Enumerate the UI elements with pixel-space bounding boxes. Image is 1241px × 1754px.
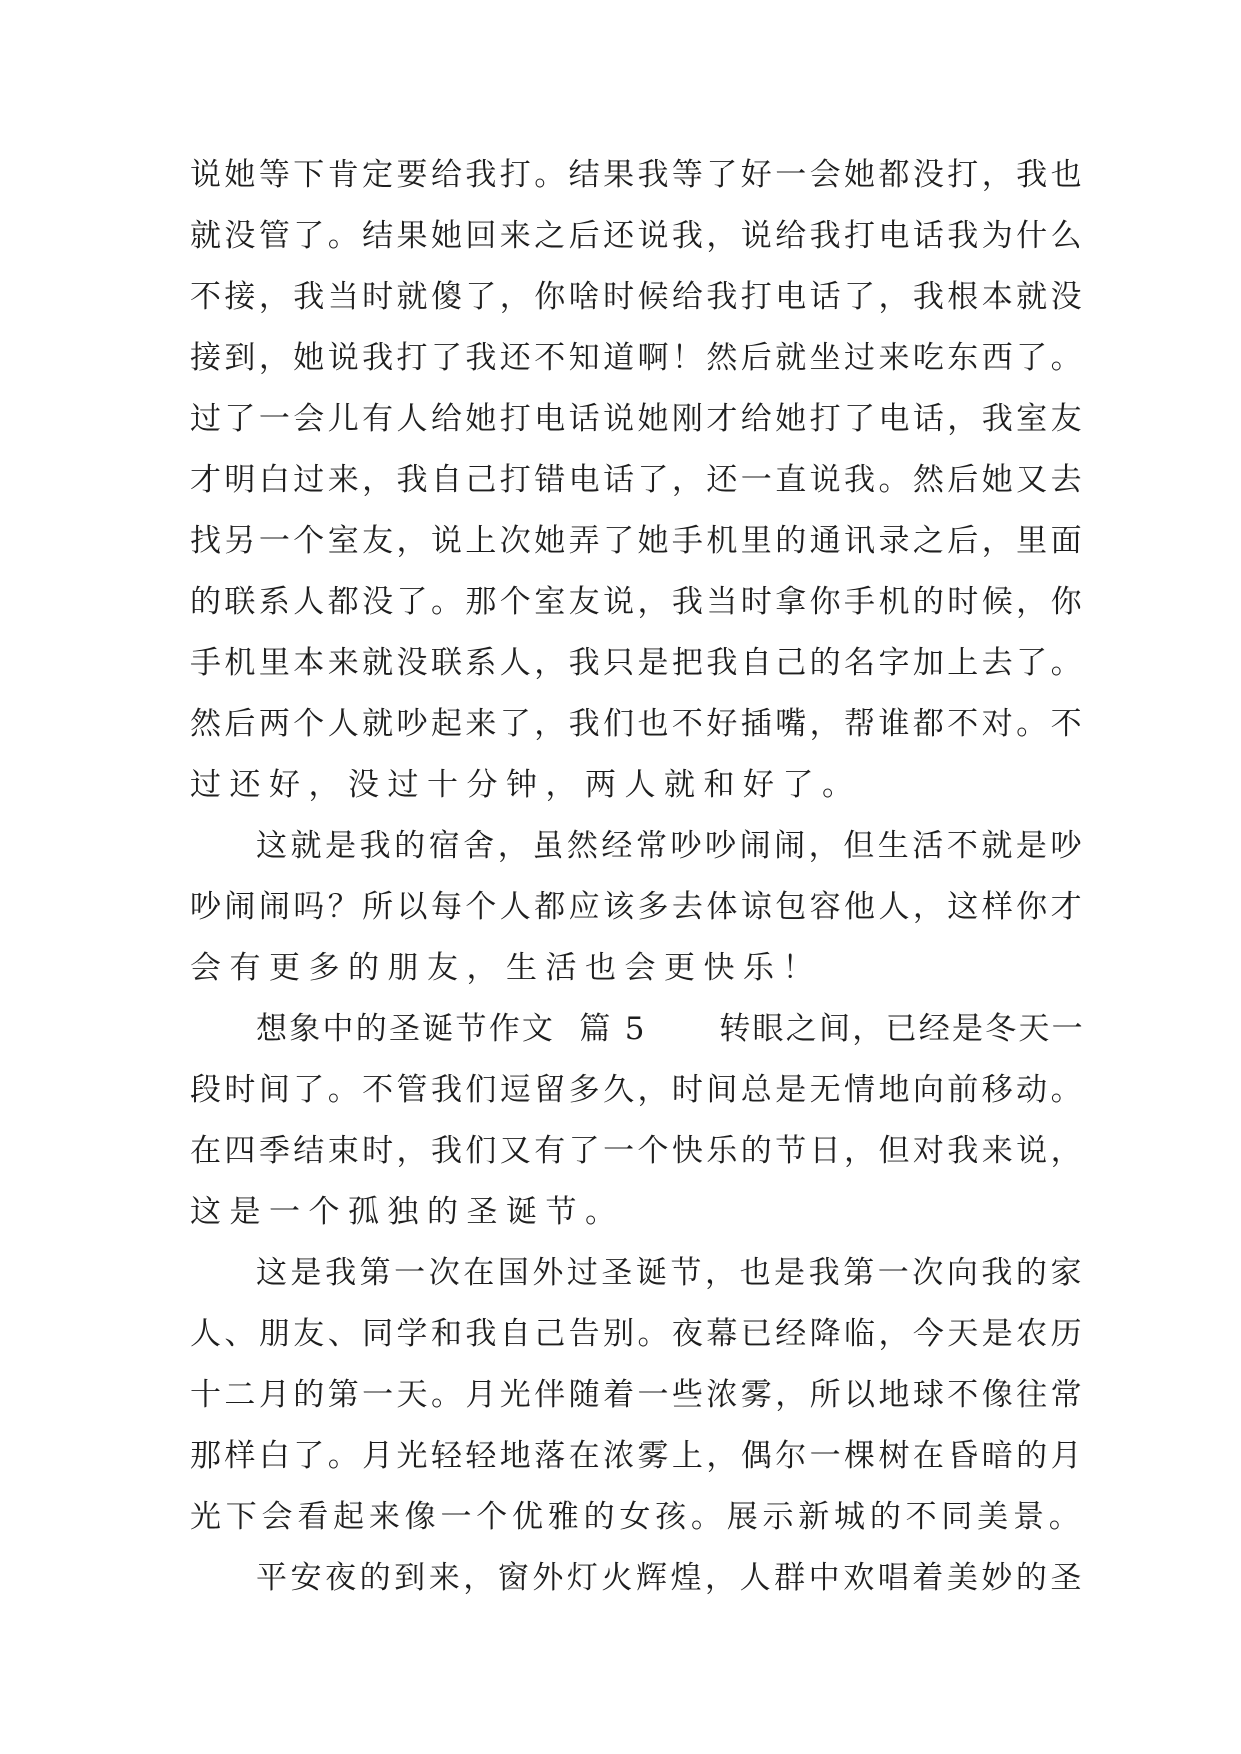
text-line: 就没管了。结果她回来之后还说我，说给我打电话我为什么 <box>190 218 1085 254</box>
text-line: 这是一个孤独的圣诞节。 <box>190 1194 625 1230</box>
text-line: 那样白了。月光轻轻地落在浓雾上，偶尔一棵树在昏暗的月 <box>190 1438 1085 1474</box>
text-line: 光下会看起来像一个优雅的女孩。展示新城的不同美景。 <box>190 1499 1085 1535</box>
text-line: 说她等下肯定要给我打。结果我等了好一会她都没打，我也 <box>190 157 1085 193</box>
text-line: 接到，她说我打了我还不知道啊！然后就坐过来吃东西了。 <box>190 340 1085 376</box>
text-line: 会有更多的朋友，生活也会更快乐！ <box>190 950 822 986</box>
text-line: 不接，我当时就傻了，你啥时候给我打电话了，我根本就没 <box>190 279 1085 315</box>
paragraph-first-line: 平安夜的到来，窗外灯火辉煌，人群中欢唱着美妙的圣 <box>256 1560 1085 1596</box>
text-line: 过了一会儿有人给她打电话说她刚才给她打了电话，我室友 <box>190 401 1085 437</box>
text-line: 过还好，没过十分钟，两人就和好了。 <box>190 767 862 803</box>
text-line: 吵闹闹吗？所以每个人都应该多去体谅包容他人，这样你才 <box>190 889 1085 925</box>
text-line: 在四季结束时，我们又有了一个快乐的节日，但对我来说， <box>190 1133 1085 1169</box>
text-line: 人、朋友、同学和我自己告别。夜幕已经降临，今天是农历 <box>190 1316 1085 1352</box>
text-line: 十二月的第一天。月光伴随着一些浓雾，所以地球不像往常 <box>190 1377 1085 1413</box>
text-line: 的联系人都没了。那个室友说，我当时拿你手机的时候，你 <box>190 584 1085 620</box>
text-line: 然后两个人就吵起来了，我们也不好插嘴，帮谁都不对。不 <box>190 706 1085 742</box>
text-line: 段时间了。不管我们逗留多久，时间总是无情地向前移动。 <box>190 1072 1085 1108</box>
paragraph-first-line: 这就是我的宿舍，虽然经常吵吵闹闹，但生活不就是吵 <box>256 828 1085 864</box>
text-line: 才明白过来，我自己打错电话了，还一直说我。然后她又去 <box>190 462 1085 498</box>
paragraph-first-line: 这是我第一次在国外过圣诞节，也是我第一次向我的家 <box>256 1255 1085 1291</box>
text-line: 找另一个室友，说上次她弄了她手机里的通讯录之后，里面 <box>190 523 1085 559</box>
section-heading-line: 想象中的圣诞节作文 篇 5 转眼之间，已经是冬天一 <box>256 1011 1085 1047</box>
text-line: 手机里本来就没联系人，我只是把我自己的名字加上去了。 <box>190 645 1085 681</box>
